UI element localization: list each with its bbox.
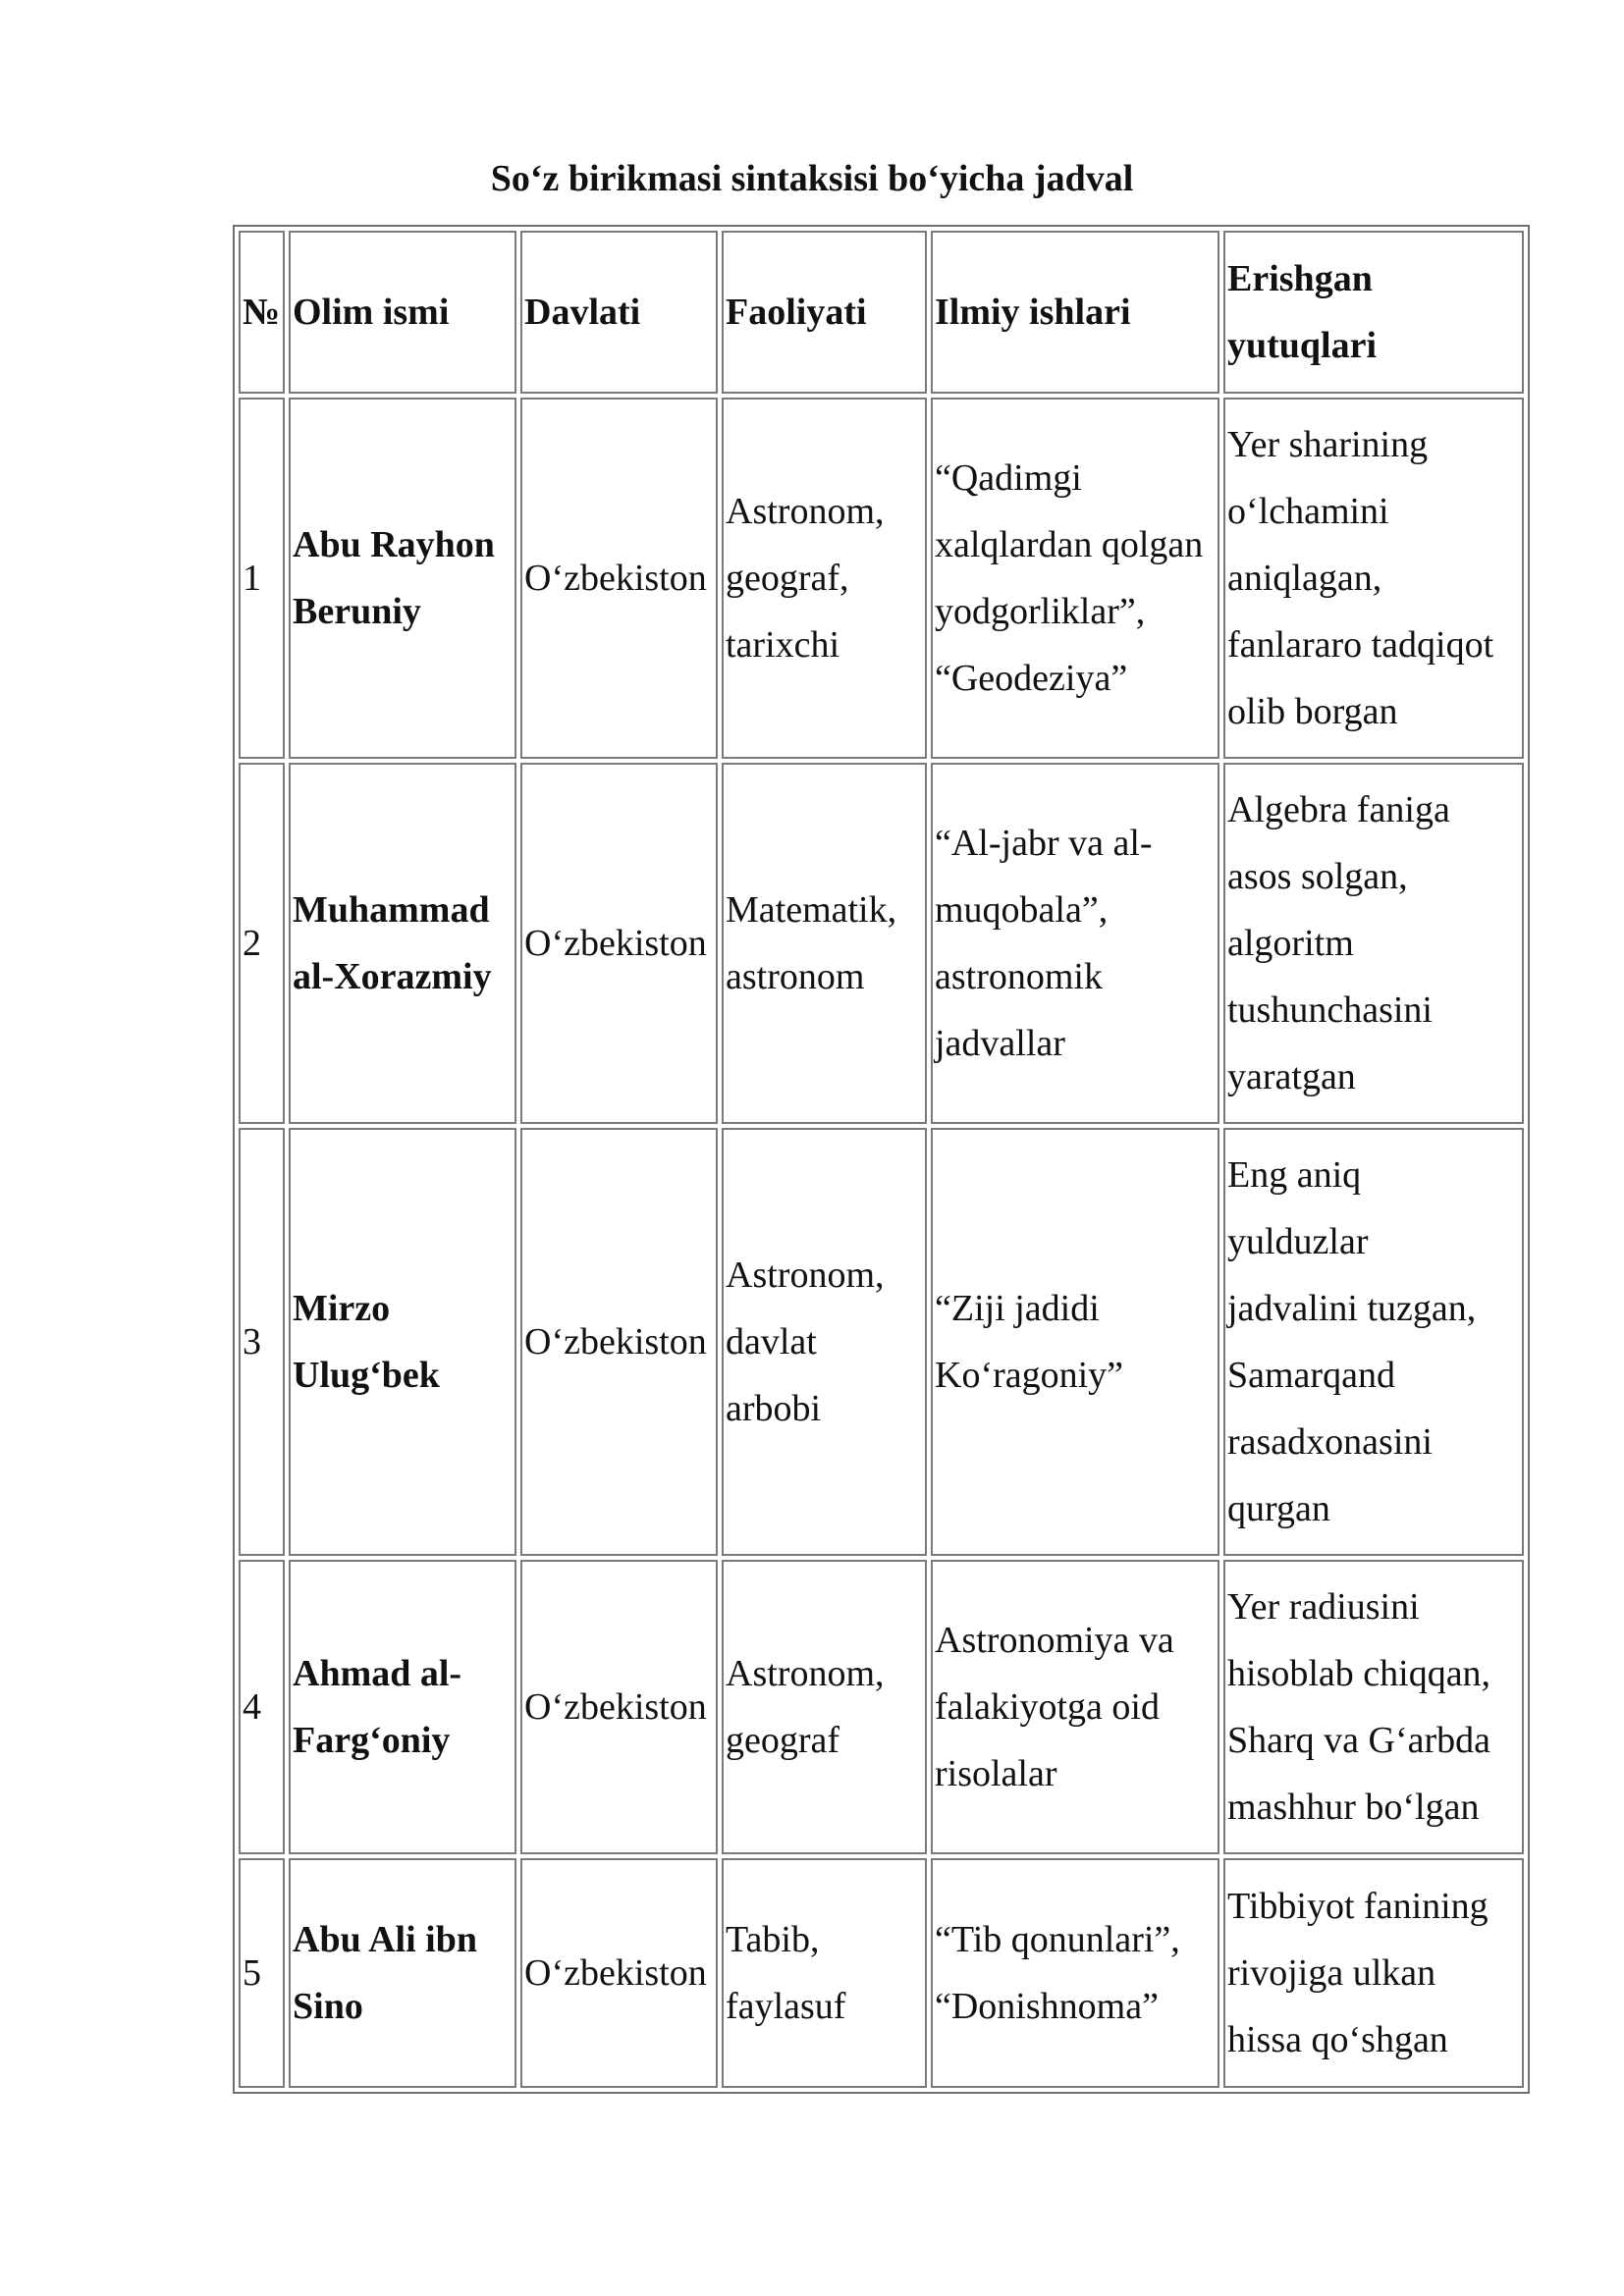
achievement-line: mashhur bo‘lgan [1227, 1787, 1480, 1828]
works-line: “Qadimgi [935, 457, 1082, 499]
cell-achievements [1223, 1128, 1524, 1556]
achievement-line: Sharq va G‘arbda [1227, 1720, 1491, 1761]
works-line: risolalar [935, 1753, 1057, 1794]
achievement-line: Yer radiusini [1227, 1586, 1420, 1628]
cell-activity [722, 1858, 927, 2088]
name-line: Mirzo [293, 1288, 391, 1329]
name-line: al-Xorazmiy [293, 956, 492, 997]
achievement-line: yaratgan [1227, 1056, 1356, 1097]
achievement-line: Samarqand [1227, 1355, 1395, 1396]
cell-scientific-works [931, 1858, 1219, 2088]
works-line: falakiyotga oid [935, 1686, 1160, 1728]
achievement-line: yulduzlar [1227, 1221, 1369, 1262]
cell-activity [722, 398, 927, 759]
cell-country: O‘zbekiston [520, 1560, 718, 1854]
works-line: astronomik [935, 956, 1103, 997]
cell-number: 1 [239, 398, 285, 759]
achievement-line: Tibbiyot fanining [1227, 1886, 1489, 1927]
table-row [239, 398, 1524, 759]
activity-line: Matematik, [726, 889, 897, 931]
table-row [239, 1560, 1524, 1854]
cell-country: O‘zbekiston [520, 1128, 718, 1556]
name-line: Muhammad [293, 889, 490, 931]
cell-achievements [1223, 1858, 1524, 2088]
works-line: “Ziji jadidi [935, 1288, 1100, 1329]
header-scientific-works: Ilmiy ishlari [931, 231, 1219, 394]
cell-activity [722, 763, 927, 1124]
cell-scholar-name [289, 1858, 516, 2088]
achievement-line: asos solgan, [1227, 856, 1408, 897]
works-line: yodgorliklar”, [935, 591, 1146, 632]
works-line: “Tib qonunlari”, [935, 1919, 1180, 1960]
page-title: So‘z birikmasi sintaksisi bo‘yicha jadval [490, 158, 1134, 199]
achievement-line: fanlararo tadqiqot [1227, 624, 1494, 666]
achievement-line: o‘lchamini [1227, 491, 1389, 532]
achievement-line: Eng aniq [1227, 1154, 1362, 1196]
header-achievements-line: yutuqlari [1227, 325, 1378, 366]
works-line: “Geodeziya” [935, 658, 1128, 699]
activity-line: Tabib, [726, 1919, 820, 1960]
table-row [239, 763, 1524, 1124]
cell-number: 3 [239, 1128, 285, 1556]
table-header-row [239, 231, 1524, 394]
works-line: jadvallar [935, 1023, 1065, 1064]
achievement-line: algoritm [1227, 923, 1354, 964]
scholars-table [233, 225, 1530, 2094]
table-row [239, 1858, 1524, 2088]
achievement-line: hissa qo‘shgan [1227, 2019, 1448, 2060]
achievement-line: olib borgan [1227, 691, 1398, 732]
cell-activity [722, 1128, 927, 1556]
cell-achievements [1223, 763, 1524, 1124]
name-line: Sino [293, 1986, 363, 2027]
works-line: xalqlardan qolgan [935, 524, 1204, 565]
name-line: Abu Rayhon [293, 524, 495, 565]
header-achievements-line: Erishgan [1227, 258, 1373, 299]
activity-line: Astronom, [726, 491, 885, 532]
achievement-line: rivojiga ulkan [1227, 1952, 1436, 1994]
cell-scientific-works [931, 1128, 1219, 1556]
name-line: Farg‘oniy [293, 1720, 451, 1761]
achievement-line: Yer sharining [1227, 424, 1429, 465]
achievement-line: Algebra faniga [1227, 789, 1450, 830]
name-line: Abu Ali ibn [293, 1919, 477, 1960]
activity-line: faylasuf [726, 1986, 846, 2027]
cell-scholar-name [289, 1560, 516, 1854]
works-line: “Al-jabr va al- [935, 823, 1153, 864]
cell-country: O‘zbekiston [520, 763, 718, 1124]
works-line: muqobala”, [935, 889, 1109, 931]
activity-line: astronom [726, 956, 865, 997]
activity-line: tarixchi [726, 624, 840, 666]
achievement-line: hisoblab chiqqan, [1227, 1653, 1491, 1694]
achievement-line: qurgan [1227, 1488, 1330, 1529]
header-activity: Faoliyati [722, 231, 927, 394]
activity-line: geograf [726, 1720, 840, 1761]
cell-number: 5 [239, 1858, 285, 2088]
cell-scholar-name [289, 763, 516, 1124]
scholars-table-container [233, 225, 1530, 2094]
cell-country: O‘zbekiston [520, 398, 718, 759]
works-line: “Donishnoma” [935, 1986, 1159, 2027]
activity-line: Astronom, [726, 1255, 885, 1296]
achievement-line: jadvalini tuzgan, [1227, 1288, 1477, 1329]
cell-achievements [1223, 1560, 1524, 1854]
activity-line: Astronom, [726, 1653, 885, 1694]
name-line: Beruniy [293, 591, 421, 632]
table-row [239, 1128, 1524, 1556]
name-line: Ahmad al- [293, 1653, 462, 1694]
activity-line: geograf, [726, 558, 849, 599]
achievement-line: aniqlagan, [1227, 558, 1382, 599]
header-scholar-name: Olim ismi [289, 231, 516, 394]
works-line: Astronomiya va [935, 1620, 1174, 1661]
cell-achievements [1223, 398, 1524, 759]
cell-number: 2 [239, 763, 285, 1124]
header-country: Davlati [520, 231, 718, 394]
achievement-line: tushunchasini [1227, 989, 1433, 1031]
cell-number: 4 [239, 1560, 285, 1854]
cell-activity [722, 1560, 927, 1854]
header-number: № [239, 231, 285, 394]
cell-scientific-works [931, 763, 1219, 1124]
cell-scientific-works [931, 1560, 1219, 1854]
achievement-line: rasadxonasini [1227, 1421, 1433, 1463]
activity-line: davlat [726, 1321, 817, 1362]
name-line: Ulug‘bek [293, 1355, 440, 1396]
header-achievements [1223, 231, 1524, 394]
cell-scientific-works [931, 398, 1219, 759]
cell-country: O‘zbekiston [520, 1858, 718, 2088]
cell-scholar-name [289, 398, 516, 759]
cell-scholar-name [289, 1128, 516, 1556]
activity-line: arbobi [726, 1388, 822, 1429]
works-line: Ko‘ragoniy” [935, 1355, 1124, 1396]
